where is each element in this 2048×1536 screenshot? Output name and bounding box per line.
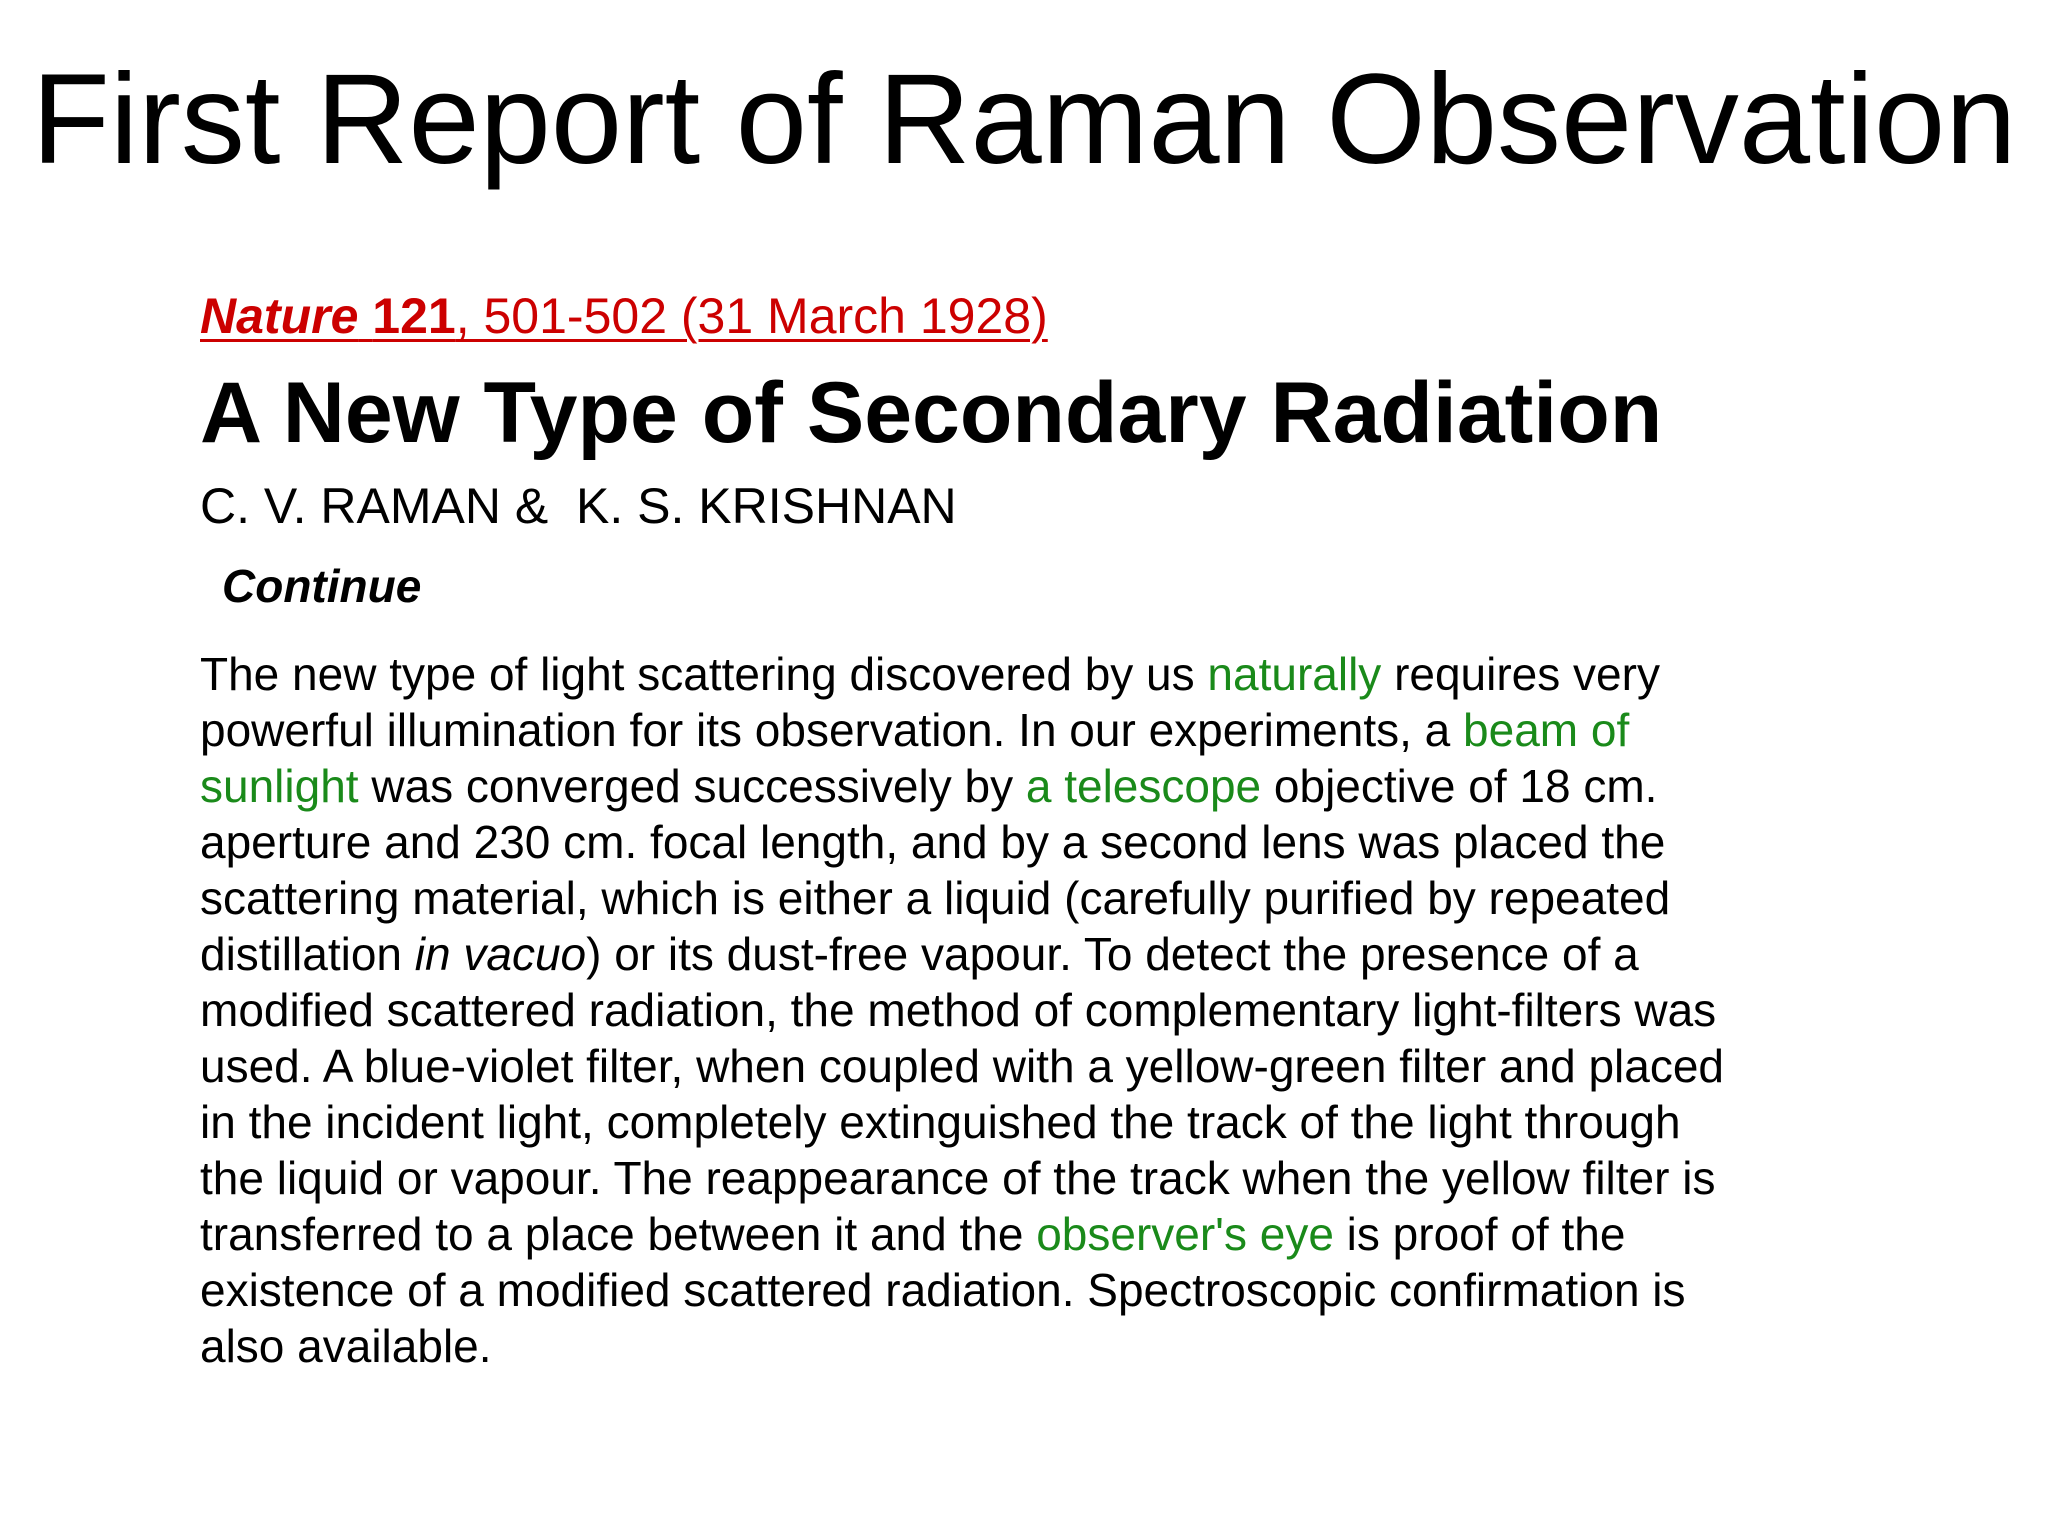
body-text-segment: was converged successively by xyxy=(358,760,1026,812)
body-line xyxy=(200,1094,1940,1150)
body-line xyxy=(200,1262,1940,1318)
citation-journal: Nature xyxy=(200,288,359,344)
body-line xyxy=(200,646,1940,702)
body-line xyxy=(200,1206,1940,1262)
slide-title: First Report of Raman Observation xyxy=(31,48,2017,191)
body-text-segment: in the incident light, completely extinguished the track of the light through xyxy=(200,1096,1681,1148)
body-text-segment: transferred to a place between it and the xyxy=(200,1208,1037,1260)
body-text-segment: objective of 18 cm. xyxy=(1261,760,1658,812)
body-text-segment: also available. xyxy=(200,1320,492,1372)
article-title: A New Type of Secondary Radiation xyxy=(200,365,1663,461)
body-text-segment: The new type of light scattering discovered by us xyxy=(200,648,1208,700)
highlighted-phrase: sunlight xyxy=(200,760,359,812)
highlighted-phrase: beam of xyxy=(1463,704,1630,756)
body-line xyxy=(200,982,1940,1038)
body-line xyxy=(200,1038,1940,1094)
citation-volume: 121 xyxy=(372,288,456,344)
body-text-segment: ) or its dust-free vapour. To detect the presence of a xyxy=(586,928,1639,980)
body-text-segment: the liquid or vapour. The reappearance of the track when the yellow filter is xyxy=(200,1152,1716,1204)
body-line xyxy=(200,926,1940,982)
body-text-segment: scattering material, which is either a liquid (carefully purified by repeated xyxy=(200,872,1671,924)
body-text-segment: is proof of the xyxy=(1333,1208,1626,1260)
body-line xyxy=(200,758,1940,814)
citation-pages-date: , 501-502 (31 March 1928) xyxy=(455,288,1048,344)
body-text-segment: distillation xyxy=(200,928,415,980)
body-text-segment: modified scattered radiation, the method of complementary light-filters was xyxy=(200,984,1717,1036)
body-text-segment: requires very xyxy=(1381,648,1660,700)
body-text-segment: aperture and 230 cm. focal length, and by a second lens was placed the xyxy=(200,816,1666,868)
body-line xyxy=(200,814,1940,870)
body-line xyxy=(200,702,1940,758)
article-authors: C. V. RAMAN & K. S. KRISHNAN xyxy=(200,478,957,534)
body-line xyxy=(200,1150,1940,1206)
highlighted-phrase: a telescope xyxy=(1025,760,1262,812)
body-text-segment: existence of a modified scattered radiation. Spectroscopic confirmation is xyxy=(200,1264,1686,1316)
body-line xyxy=(200,870,1940,926)
body-line xyxy=(200,1318,1940,1374)
article-body xyxy=(200,646,1940,1374)
continue-label: Continue xyxy=(222,560,422,612)
citation-link[interactable] xyxy=(200,284,1960,348)
italic-phrase: in vacuo xyxy=(414,928,587,980)
highlighted-phrase: naturally xyxy=(1207,648,1382,700)
body-text-segment: powerful illumination for its observation. In our experiments, a xyxy=(200,704,1464,756)
highlighted-phrase: observer's eye xyxy=(1036,1208,1334,1260)
body-text-segment: used. A blue-violet filter, when coupled with a yellow-green filter and placed xyxy=(200,1040,1725,1092)
article-content xyxy=(200,284,1960,1374)
